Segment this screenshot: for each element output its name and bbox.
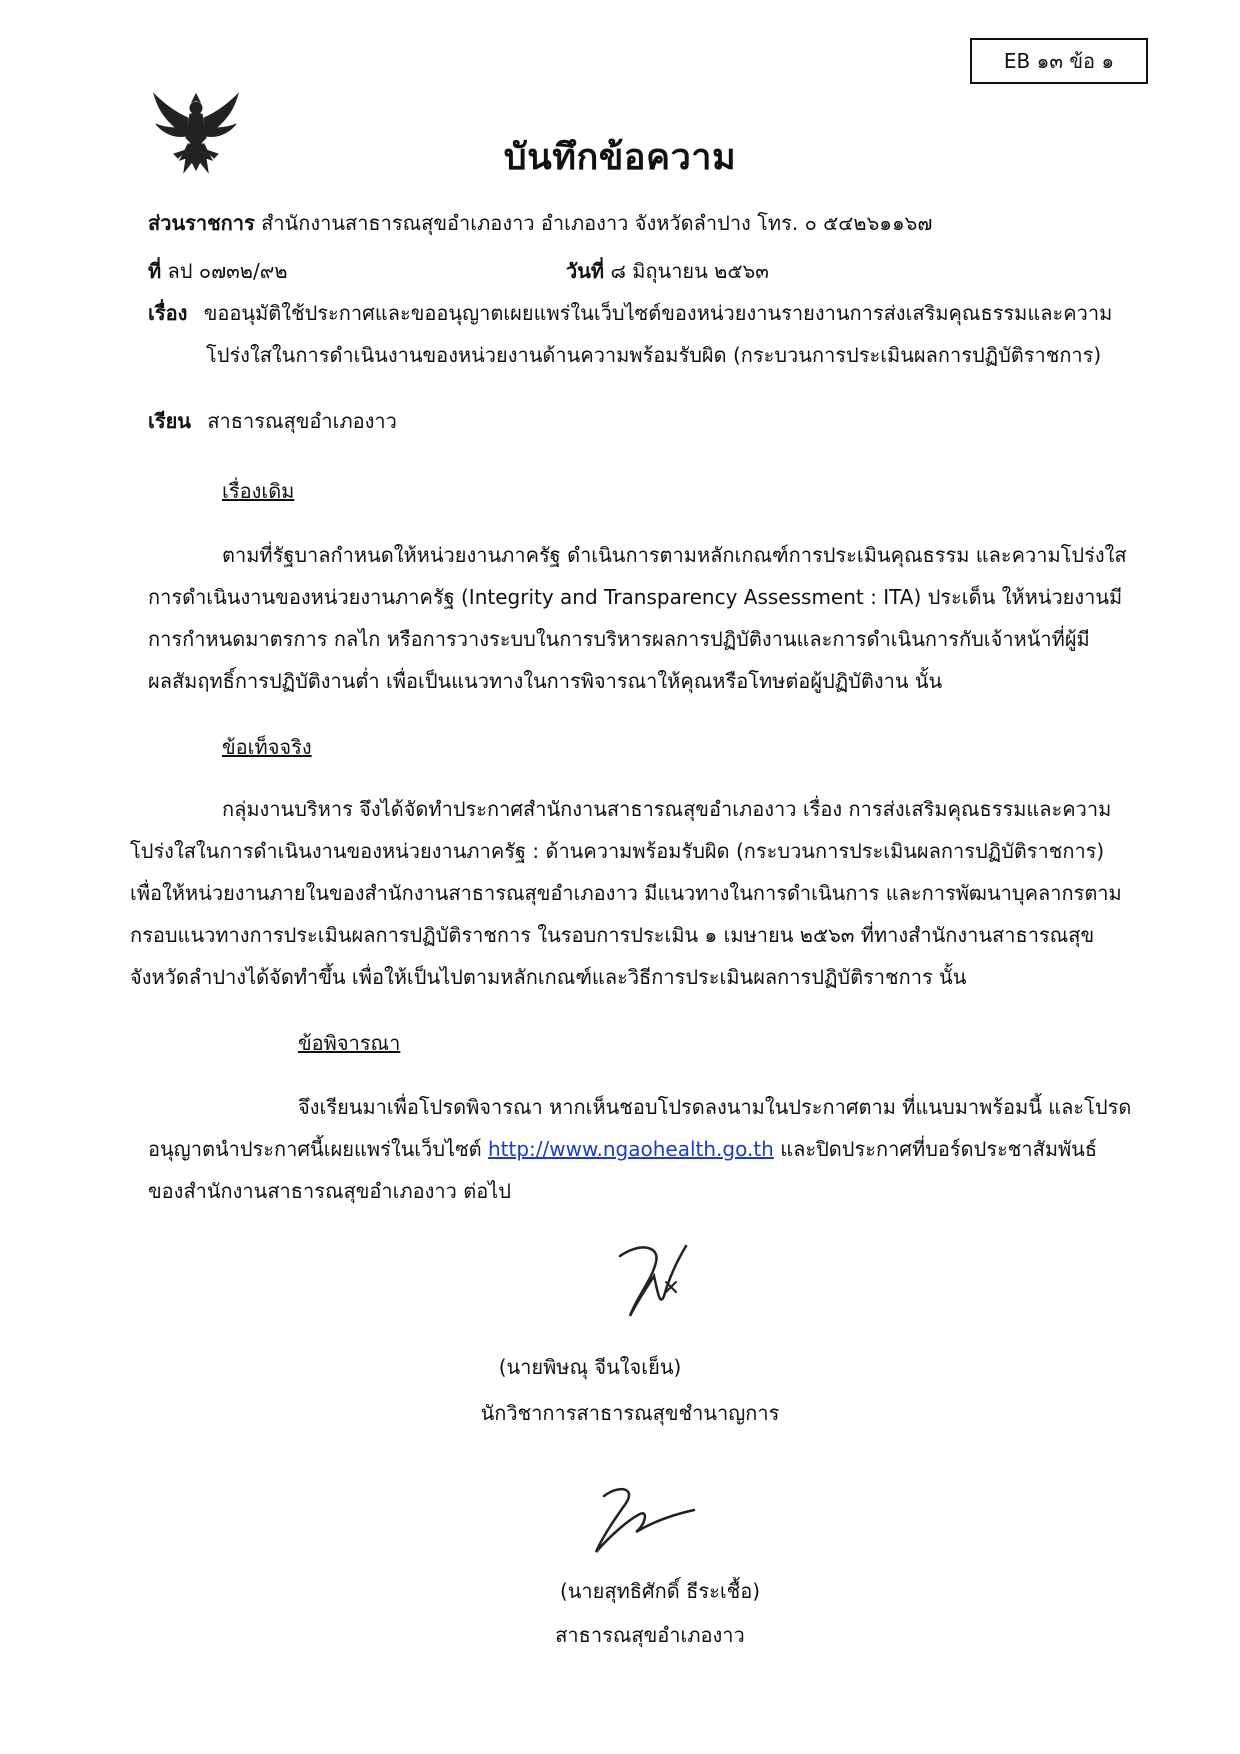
section-heading-consideration: ข้อพิจารณา [298,1031,401,1055]
section1-line-3: การกำหนดมาตรการ กลไก หรือการวางระบบในการบริหารผลการปฏิบัติงานและการดำเนินการกับเจ้าหน้าที่ผู้มี [148,627,1090,651]
to-value: สาธารณสุขอำเภองาว [207,409,397,433]
section1-line-4: ผลสัมฤทธิ์การปฏิบัติงานต่ำ เพื่อเป็นแนวทางในการพิจารณาให้คุณหรือโทษต่อผู้ปฏิบัติงาน นั้น [148,669,943,693]
agency-value: สำนักงานสาธารณสุขอำเภองาว อำเภองาว จังหวัดลำปาง โทร. ๐ ๕๔๒๖๑๑๖๗ [261,211,933,235]
subject-row [148,298,1112,328]
section2-line-1: กลุ่มงานบริหาร จึงได้จัดทำประกาศสำนักงานสาธารณสุขอำเภองาว เรื่อง การส่งเสริมคุณธรรมและความ [222,797,1112,821]
document-title: บันทึกข้อความ [503,137,737,178]
section2-line-4: กรอบแนวทางการประเมินผลการปฏิบัติราชการ ในรอบการประเมิน ๑ เมษายน ๒๕๖๓ ที่ทางสำนักงานสาธารณสุข [130,923,1095,947]
signer-2-position: สาธารณสุขอำเภองาว [555,1623,745,1647]
to-label: เรียน [148,409,191,433]
section3-line-2 [148,1134,1097,1164]
section3-line-3: ของสำนักงานสาธารณสุขอำเภองาว ต่อไป [148,1179,511,1203]
signature-1-icon [590,1236,710,1326]
subject-line-2: โปร่งใสในการดำเนินงานของหน่วยงานด้านความพร้อมรับผิด (กระบวนการประเมินผลการปฏิบัติราชการ) [206,343,1102,367]
section2-line-2: โปร่งใสในการดำเนินงานของหน่วยงานภาครัฐ : ด้านความพร้อมรับผิด (กระบวนการประเมินผลการปฏิบัติราชการ) [130,839,1105,863]
ref-number-label: ที่ [148,259,162,283]
reference-box: EB ๑๓ ข้อ ๑ [970,38,1148,84]
signer-1-position: นักวิชาการสาธารณสุขชำนาญการ [480,1401,780,1425]
section1-line-1: ตามที่รัฐบาลกำหนดให้หน่วยงานภาครัฐ ดำเนินการตามหลักเกณฑ์การประเมินคุณธรรม และความโปร่งใส [222,543,1127,567]
to-row [148,406,397,436]
section1-line-2: การดำเนินงานของหน่วยงานภาครัฐ (Integrity and Transparency Assessment : ITA) ประเด็น ให้หน่วยงานมี [148,585,1123,609]
section2-line-5: จังหวัดลำปางได้จัดทำขึ้น เพื่อให้เป็นไปตามหลักเกณฑ์และวิธีการประเมินผลการปฏิบัติราชการ นั้น [130,965,967,989]
section3-line-2-before: อนุญาตนำประกาศนี้เผยแพร่ในเว็บไซต์ [148,1137,488,1161]
date-label: วันที่ [566,259,605,283]
agency-label: ส่วนราชการ [148,211,255,235]
section3-line-1: จึงเรียนมาเพื่อโปรดพิจารณา หากเห็นชอบโปรดลงนามในประกาศตาม ที่แนบมาพร้อมนี้ และโปรด [298,1095,1132,1119]
subject-line-1: ขออนุมัติใช้ประกาศและขออนุญาตเผยแพร่ในเว็บไซต์ของหน่วยงานรายงานการส่งเสริมคุณธรรมและความ [203,301,1113,325]
signature-2-icon [590,1480,700,1560]
signer-1-name: (นายพิษณุ จีนใจเย็น) [498,1355,682,1379]
ref-number-row [148,256,288,286]
section-heading-facts: ข้อเท็จจริง [222,735,312,759]
agency-row [148,208,932,238]
subject-label: เรื่อง [148,301,188,325]
date-value: ๘ มิถุนายน ๒๕๖๓ [610,259,769,283]
section3-line-2-after: และปิดประกาศที่บอร์ดประชาสัมพันธ์ [773,1137,1098,1161]
ref-number-value: ลป ๐๗๓๒/๙๒ [167,259,288,283]
website-link[interactable]: http://www.ngaohealth.go.th [488,1137,774,1161]
signer-2-name: (นายสุทธิศักดิ์ ธีระเชื้อ) [559,1579,761,1603]
date-row [566,256,769,286]
section2-line-3: เพื่อให้หน่วยงานภายในของสำนักงานสาธารณสุขอำเภองาว มีแนวทางในการดำเนินการ และการพัฒนาบุคลากรตาม [130,881,1122,905]
section-heading-background: เรื่องเดิม [222,479,295,503]
